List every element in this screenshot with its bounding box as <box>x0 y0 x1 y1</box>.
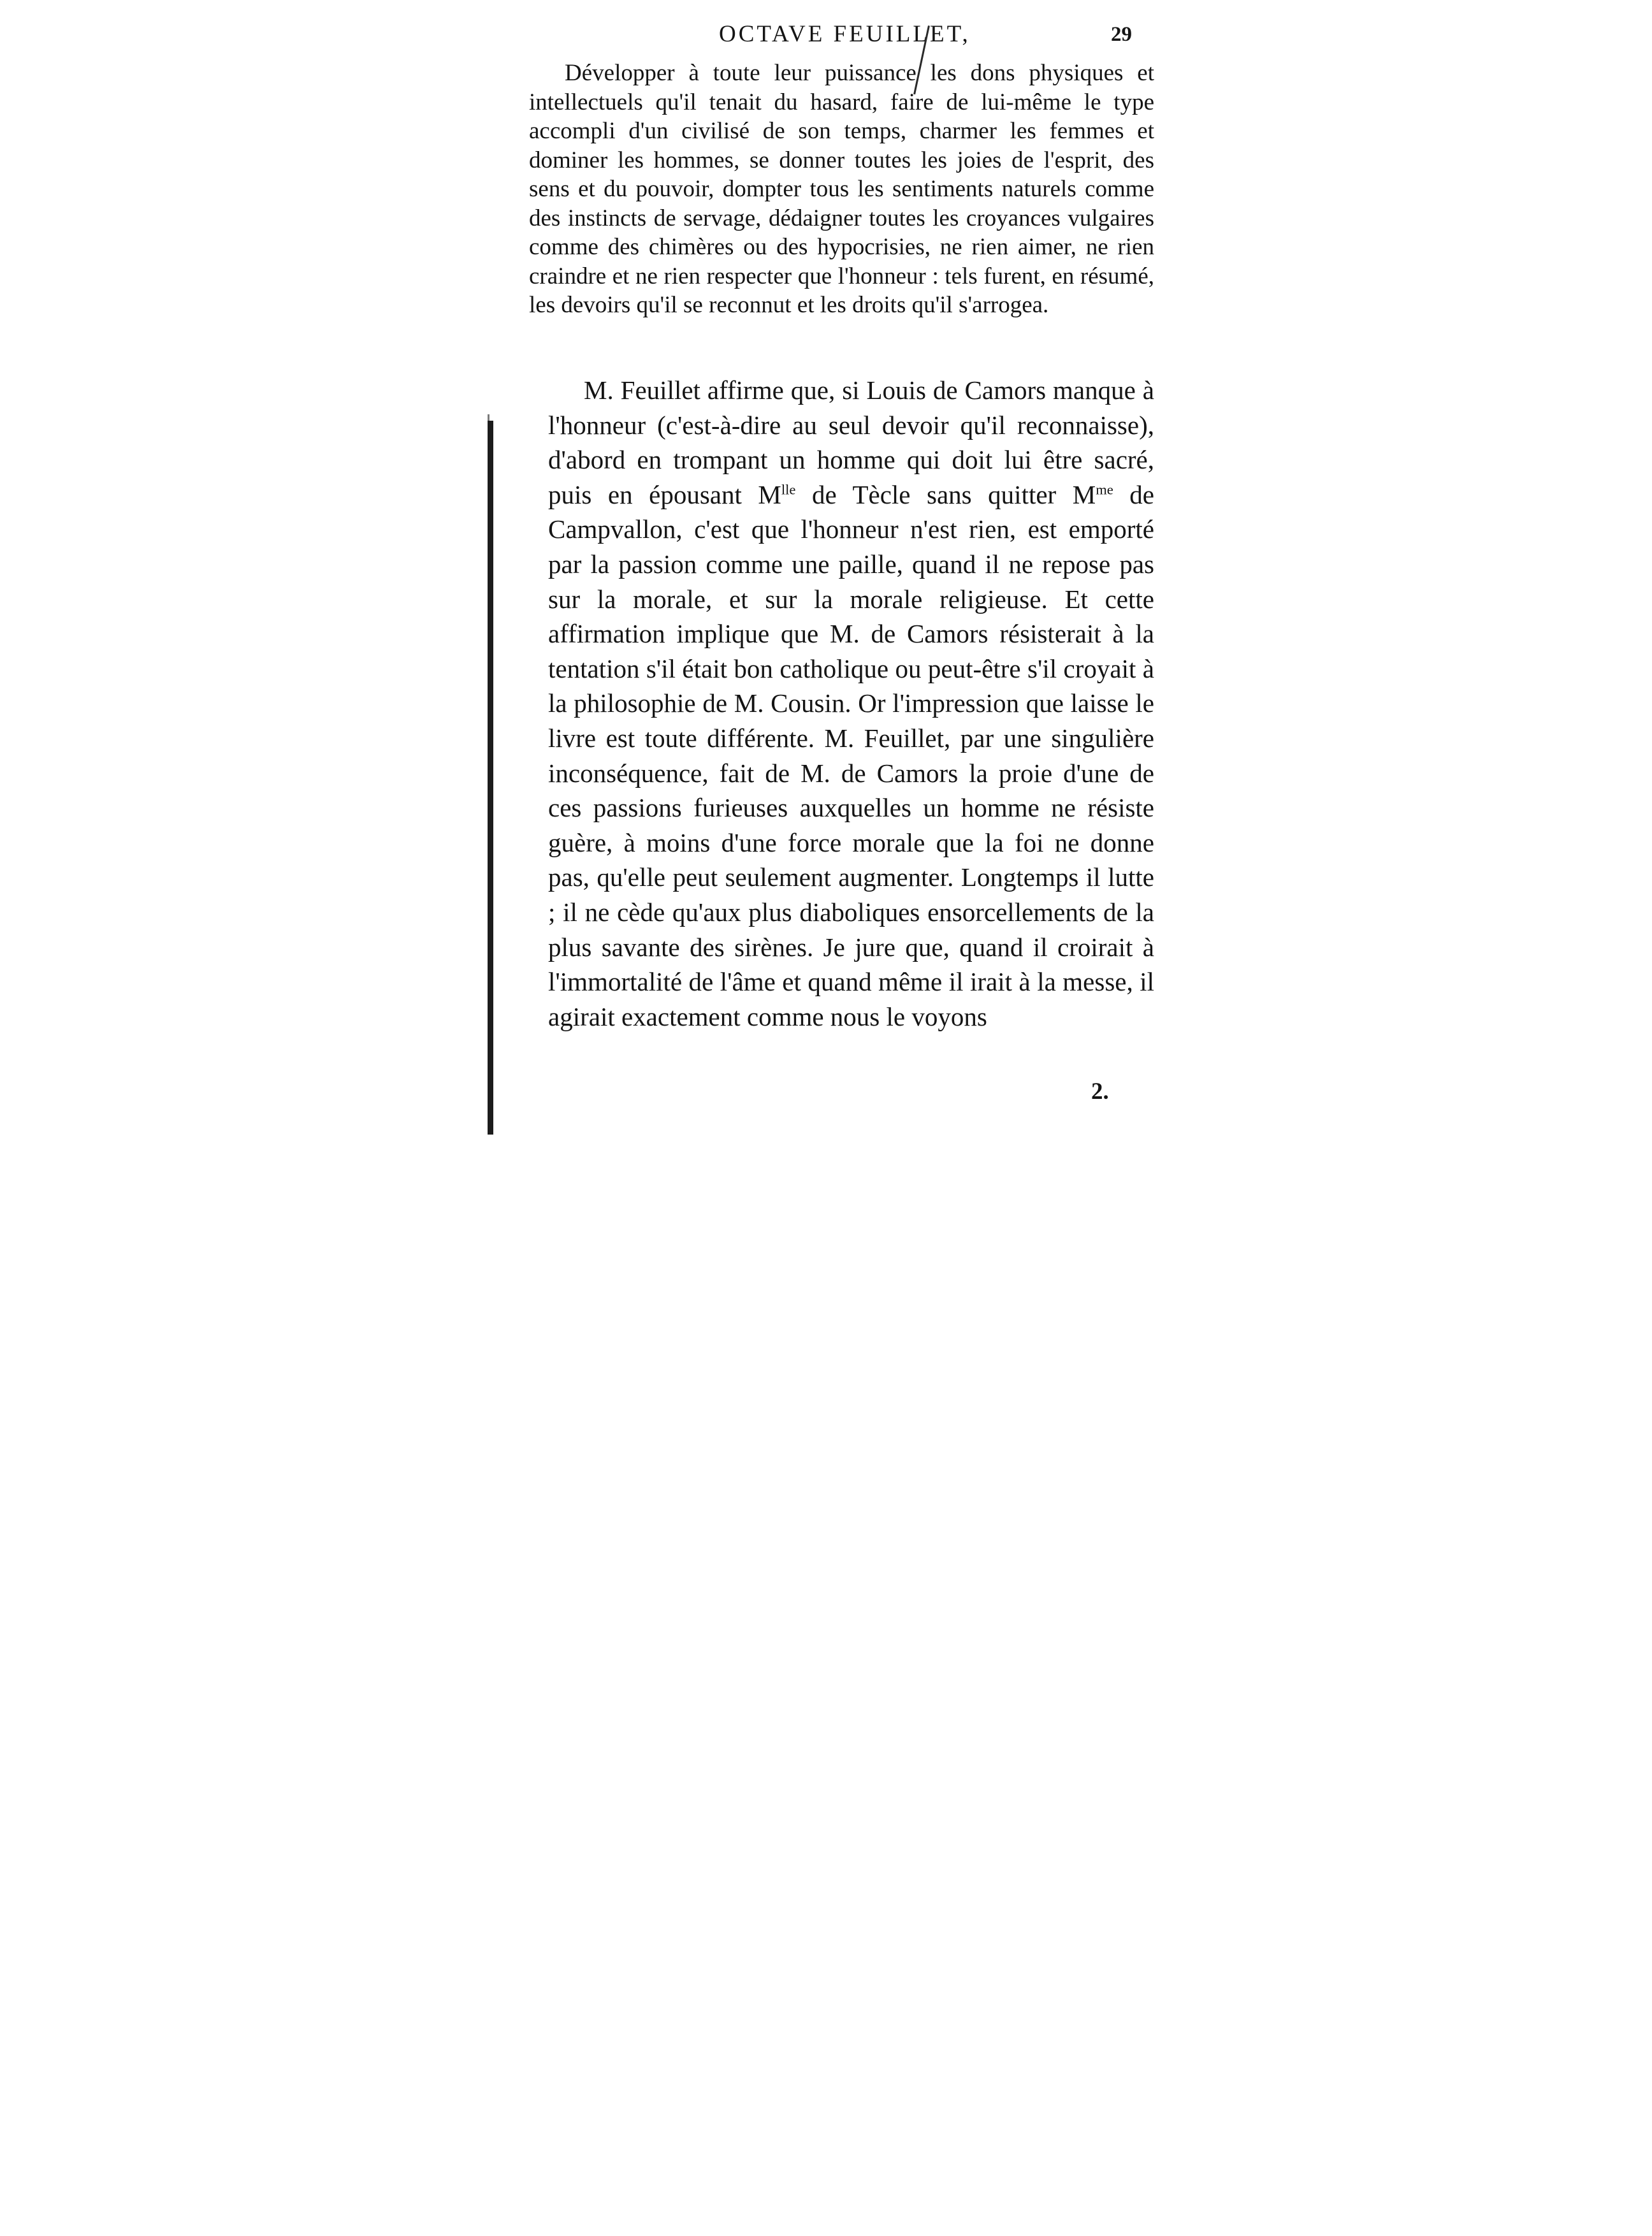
body-text-part-1: M. Feuillet affirme que, si Louis de Camors manque à l'honneur (c'est-à-dire au seul devoir qu'il reconnaisse), d'abord en trompant un homme qui doit lui être sacré, puis en épousant M <box>548 375 1154 509</box>
signature-mark: 2. <box>1091 1078 1109 1105</box>
superscript-mme: me <box>1096 481 1113 498</box>
page-header <box>719 15 1165 54</box>
body-paragraph <box>548 373 1154 1034</box>
page-number: 29 <box>1111 23 1132 46</box>
quote-paragraph: Développer à toute leur puissance les dons physiques et intellectuels qu'il tenait du hasard, faire de lui-même le type accompli d'un civilisé de son temps, charmer les femmes et dominer les hommes, se donner toutes les joies de l'esprit, des sens et du pouvoir, dompter tous les sentiments naturels comme des instincts de servage, dédaigner toutes les croyances vulgaires comme des chimères ou des hypocrisies, ne rien aimer, ne rien craindre et ne rien respecter que l'honneur : tels furent, en résumé, les devoirs qu'il se reconnut et les droits qu'il s'arrogea. <box>529 60 1154 318</box>
superscript-mlle: lle <box>781 481 796 498</box>
body-text-part-2: de Tècle sans quitter M <box>795 479 1096 509</box>
scan-edge-bar <box>488 421 493 1135</box>
running-title: OCTAVE FEUILLET, <box>719 21 971 47</box>
body-text-part-3: de Campvallon, c'est que l'honneur n'est rien, est emporté par la passion comme une paille, quand il ne repose pas sur la morale, et sur la morale religieuse. Et cette affirmation implique que M. de Camors résisterait à la tentation s'il était bon catholique ou peut-être s'il croyait à la philosophie de M. Cousin. Or l'impression que laisse le livre est toute différente. M. Feuillet, par une singulière inconséquence, fait de M. de Camors la proie d'une de ces passions furieuses auxquelles un homme ne résiste guère, à moins d'une force morale que la foi ne donne pas, qu'elle peut seulement augmenter. Longtemps il lutte ; il ne cède qu'aux plus diaboliques ensorcellements de la plus savante des sirènes. Je jure que, quand il croirait à l'immortalité de l'âme et quand même il irait à la messe, il agirait exactement comme nous le voyons <box>548 479 1155 1031</box>
